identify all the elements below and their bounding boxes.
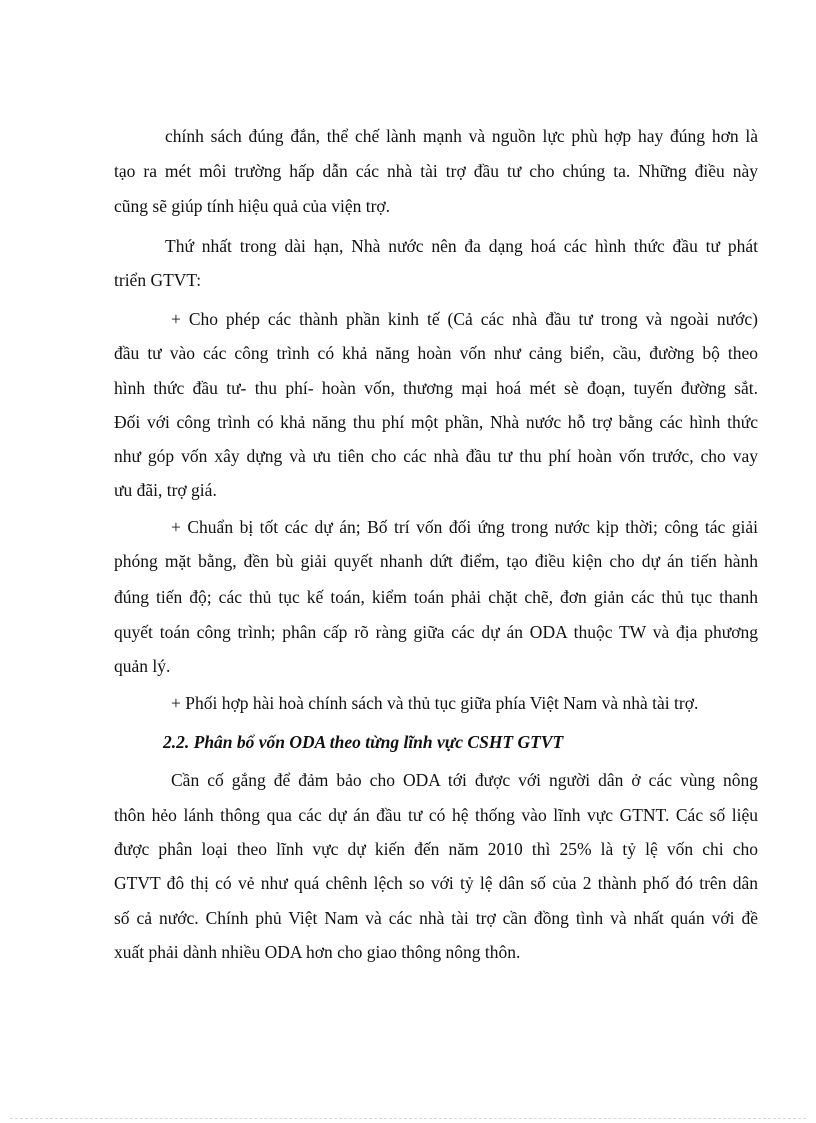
- text-line: GTVT đô thị có vẻ như quá chênh lệch so với tỷ lệ dân số của 2 thành phố đó trên dân: [114, 873, 758, 893]
- text-line: được phân loại theo lĩnh vực dự kiến đến năm 2010 thì 25% là tỷ lệ vốn chi cho: [114, 839, 758, 859]
- text-line: phóng mặt bằng, đền bù giải quyết nhanh dứt điểm, tạo điều kiện cho dự án tiến hành: [114, 551, 758, 571]
- text-line: thôn hẻo lánh thông qua các dự án đầu tư có hệ thống vào lĩnh vực GTNT. Các số liệu: [114, 805, 758, 825]
- text-line: hình thức đầu tư- thu phí- hoàn vốn, thương mại hoá mét sè đoạn, tuyến đường sắt.: [114, 378, 758, 398]
- text-line: cũng sẽ giúp tính hiệu quả của viện trợ.: [114, 196, 391, 216]
- text-line: triển GTVT:: [114, 270, 202, 290]
- text-line: xuất phải dành nhiều ODA hơn cho giao thông nông thôn.: [114, 942, 521, 962]
- text-line: ưu đãi, trợ giá.: [114, 480, 217, 500]
- text-line: đầu tư vào các công trình có khả năng hoàn vốn như cảng biển, cầu, đường bộ theo: [114, 343, 758, 363]
- text-line: Cần cố gắng để đảm bảo cho ODA tới được với người dân ở các vùng nông: [171, 770, 758, 790]
- text-line: Thứ nhất trong dài hạn, Nhà nước nên đa dạng hoá các hình thức đầu tư phát: [165, 236, 758, 256]
- text-line: như góp vốn xây dựng và ưu tiên cho các nhà đầu tư thu phí hoàn vốn trước, cho vay: [114, 446, 758, 466]
- text-line: + Chuẩn bị tốt các dự án; Bố trí vốn đối ứng trong nước kịp thời; công tác giải: [171, 517, 758, 537]
- text-line: đúng tiến độ; các thủ tục kế toán, kiểm toán phải chặt chẽ, đơn giản các thủ tục thanh: [114, 587, 758, 607]
- section-heading: 2.2. Phân bổ vốn ODA theo từng lĩnh vực CSHT GTVT: [163, 732, 564, 752]
- page-bottom-rule: [10, 1118, 806, 1119]
- text-line: Đối với công trình có khả năng thu phí một phần, Nhà nước hỗ trợ bằng các hình thức: [114, 412, 758, 432]
- text-line: số cả nước. Chính phủ Việt Nam và các nhà tài trợ cần đồng tình và nhất quán với đề: [114, 908, 758, 928]
- text-line: + Phối hợp hài hoà chính sách và thủ tục giữa phía Việt Nam và nhà tài trợ.: [171, 693, 699, 713]
- text-line: chính sách đúng đắn, thể chế lành mạnh và nguồn lực phù hợp hay đúng hơn là: [165, 126, 758, 146]
- text-line: tạo ra mét môi trường hấp dẫn các nhà tài trợ đầu tư cho chúng ta. Những điều này: [114, 161, 758, 181]
- text-line: quản lý.: [114, 656, 171, 676]
- text-line: + Cho phép các thành phần kinh tế (Cả các nhà đầu tư trong và ngoài nước): [171, 309, 758, 329]
- text-line: quyết toán công trình; phân cấp rõ ràng giữa các dự án ODA thuộc TW và địa phương: [114, 622, 758, 642]
